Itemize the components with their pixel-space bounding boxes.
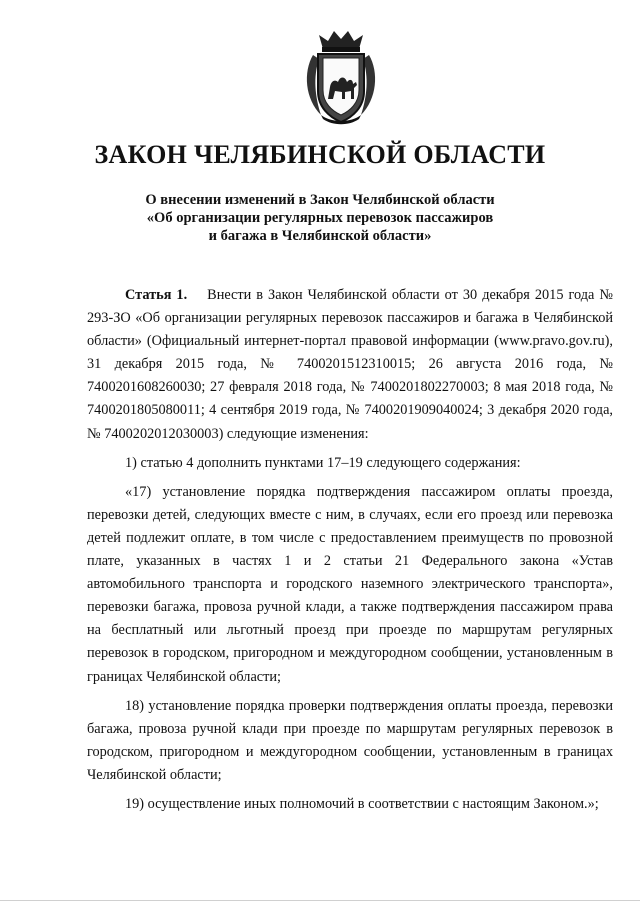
article-intro-paragraph xyxy=(87,284,613,446)
coat-of-arms-icon xyxy=(301,27,381,127)
subtitle-line: О внесении изменений в Закон Челябинской области xyxy=(145,192,495,208)
subtitle-line: «Об организации регулярных перевозок пассажиров xyxy=(146,210,494,226)
article-body xyxy=(87,284,613,822)
law-subtitle xyxy=(0,191,640,245)
article-label: Статья 1. xyxy=(125,287,188,303)
amendment-item: «17) установление порядка подтверждения пассажиром оплаты проезда, перевозки детей, следующих вместе с ним, в случаях, если его проезд или перевозка детей подлежит оплате, в том числе с предоставлением преимуществ по провозной плате, указанных в частях 1 и 2 статьи 21 Федерального закона «Устав автомобильного транспорта и городского наземного электрического транспорта», перевозки багажа, провоза ручной клади, а также подтверждения пассажиром права на бесплатный или льготный проезд при проезде по маршрутам регулярных перевозок в городском, пригородном и междугородном сообщении, установленным в границах Челябинской области; xyxy=(87,483,613,685)
page-bottom-divider xyxy=(0,900,640,901)
article-intro-text: Внести в Закон Челябинской области от 30 декабря 2015 года № 293-ЗО «Об организации регулярных перевозок пассажиров и багажа в Челябинской области» (Официальный интернет-портал правовой информации (www.pravo.gov.ru), 31 декабря 2015 года, № 7400201512310015; 26 августа 2016 года, № 7400201608260030; 27 февраля 2018 года, № 7400201802270003; 8 мая 2018 года, № 7400201805080011; 4 сентября 2019 года, № 7400201909040024; 3 декабря 2020 года, № 7400202012030003) следующие изменения: xyxy=(87,287,613,442)
amendment-item: 19) осуществление иных полномочий в соответствии с настоящим Законом.»; xyxy=(125,795,599,812)
law-title: ЗАКОН ЧЕЛЯБИНСКОЙ ОБЛАСТИ xyxy=(94,140,546,169)
subtitle-line: и багажа в Челябинской области» xyxy=(208,228,432,244)
amendment-item: 18) установление порядка проверки подтверждения оплаты проезда, перевозки багажа, провоза ручной клади при проезде по маршрутам регулярных перевозок в городском, пригородном и междугородном сообщении, установленным в границах Челябинской области; xyxy=(87,697,613,783)
amendment-item: 1) статью 4 дополнить пунктами 17–19 следующего содержания: xyxy=(125,454,521,471)
